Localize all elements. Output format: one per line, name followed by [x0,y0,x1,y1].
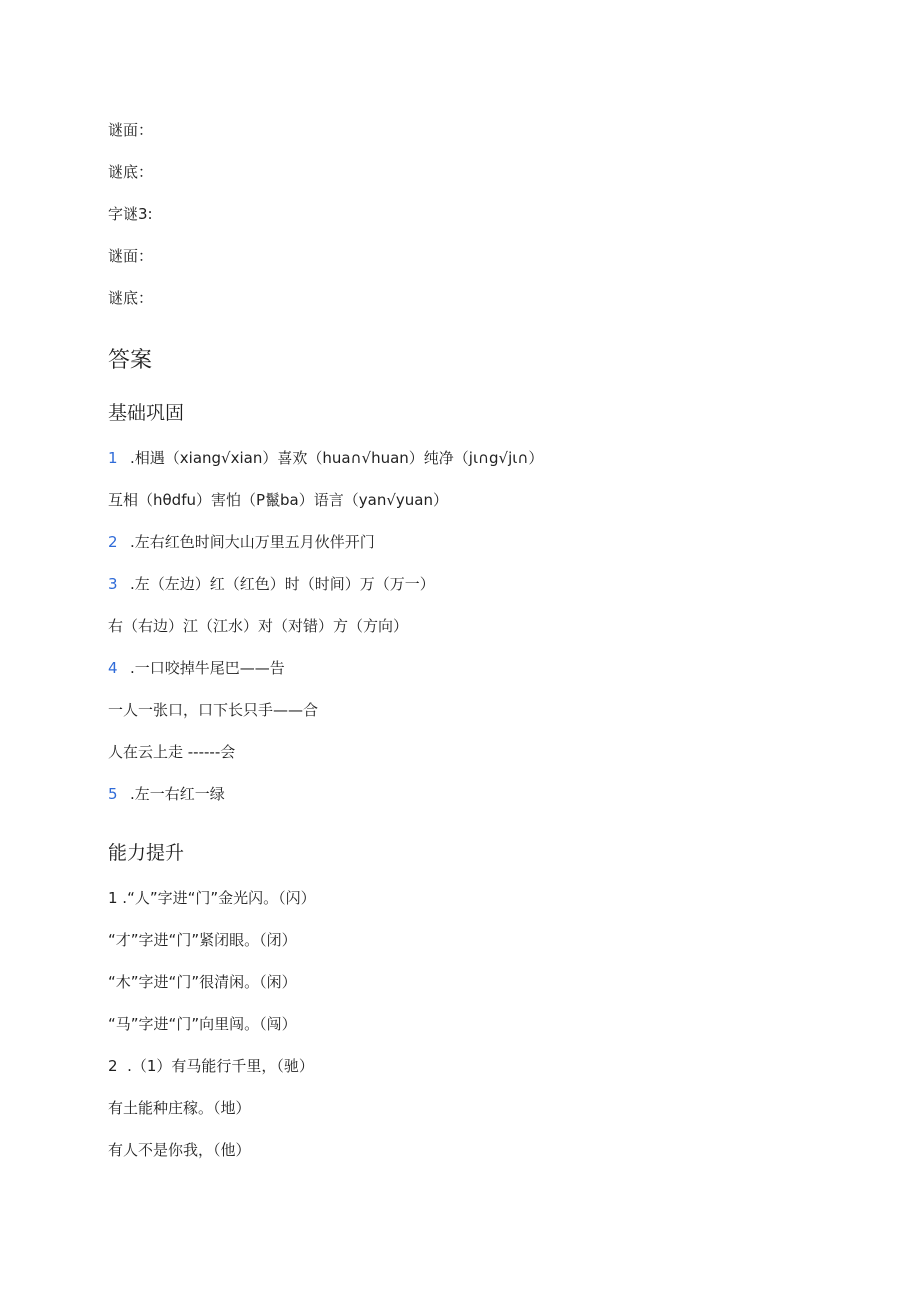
riddle-face-label-1: 谜面： [108,121,154,139]
basics-item-5 [108,784,225,804]
basics-item-1-cont: 互相（hθdfu）害怕（P鬣ba）语言（yan√yuan） [108,491,448,509]
basics-item-4-cont-1: 一人一张口，口下长只手——合 [108,701,319,719]
basics-item-2 [108,532,375,552]
item-number: 1 [108,449,118,467]
basics-item-1 [108,448,543,468]
item-number: 4 [108,659,118,677]
item-text: .左右红色时间大山万里五月伙伴开门 [130,533,375,551]
ability-item-2-cont-1: 有土能种庄稼。（地） [108,1099,251,1117]
basics-item-4 [108,658,285,678]
riddle-answer-label-2: 谜底： [108,289,154,307]
item-number: 2 [108,533,118,551]
ability-item-1-cont-3: “马”字进“门”向里闯。（闯） [108,1015,297,1033]
item-number: 5 [108,785,118,803]
basics-item-4-cont-2: 人在云上走 ------会 [108,743,236,761]
ability-item-2-cont-2: 有人不是你我，（他） [108,1141,251,1159]
ability-item-2: 2 .（1）有马能行千里，（驰） [108,1057,314,1075]
item-text: .一口咬掉牛尾巴——告 [130,659,285,677]
basics-item-3-cont: 右（右边）江（江水）对（对错）方（方向） [108,617,409,635]
section-ability-title: 能力提升 [108,842,185,864]
ability-item-1-cont-2: “木”字进“门”很清闲。（闲） [108,973,297,991]
riddle-face-label-2: 谜面： [108,247,154,265]
item-number: 3 [108,575,118,593]
item-text: .左（左边）红（红色）时（时间）万（万一） [130,575,435,593]
section-basics-title: 基础巩固 [108,402,185,424]
basics-item-3 [108,574,435,594]
ability-item-1-cont-1: “才”字进“门”紧闭眼。（闭） [108,931,297,949]
answer-heading: 答案 [108,348,153,373]
riddle-answer-label-1: 谜底： [108,163,154,181]
ability-item-1: 1 .“人”字进“门”金光闪。（闪） [108,889,316,907]
riddle-3-label: 字谜3: [108,205,153,223]
item-text: .左一右红一绿 [130,785,225,803]
item-text: .相遇（xiang√xian）喜欢（hua∩√huan）纯净（jι∩g√jι∩） [130,449,544,467]
